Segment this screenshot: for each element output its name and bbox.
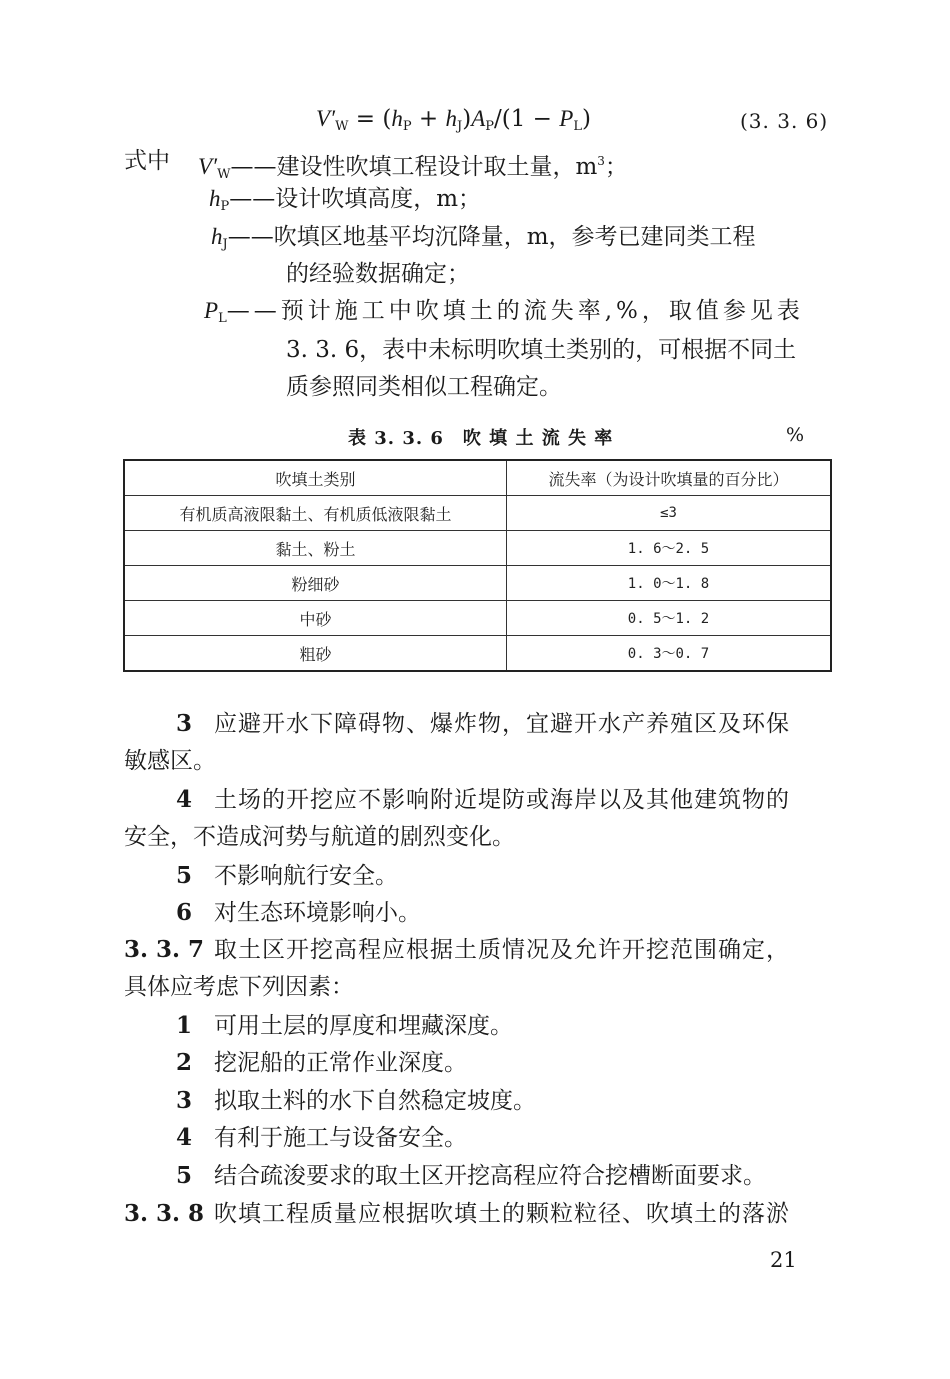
table-header-cell: 流失率（为设计吹填量的百分比）	[507, 460, 832, 496]
list-item	[176, 1082, 536, 1120]
table-caption: 表 3. 3. 6 吹 填 土 流 失 率	[348, 428, 614, 449]
item-text: 挖泥船的正常作业深度。	[214, 1050, 467, 1076]
definition-text: ——预计施工中吹填土的流失率,%，取值参见表	[226, 298, 804, 324]
table-header-cell: 吹填土类别	[124, 460, 507, 496]
list-item	[176, 1044, 467, 1082]
formula-part: P	[559, 106, 574, 131]
list-item	[176, 781, 790, 819]
formula-sub: L	[573, 119, 582, 134]
table-cell: 有机质高液限黏土、有机质低液限黏土	[124, 496, 507, 531]
list-item-cont: 安全，不造成河势与航道的剧烈变化。	[124, 824, 515, 850]
table-header-row	[124, 460, 831, 496]
item-number: 4	[176, 1124, 193, 1151]
table-cell: 1. 0～1. 8	[507, 566, 832, 601]
var-sub: J	[222, 237, 228, 252]
formula-part: /(1 −	[494, 106, 560, 132]
var-hp: h	[209, 186, 221, 211]
formula-part: )	[462, 106, 472, 132]
formula-sub: J	[457, 119, 463, 134]
clause-number: 3. 3. 7	[124, 936, 205, 963]
formula-part: )	[581, 106, 591, 132]
var-hj: h	[211, 224, 223, 249]
item-text: 应避开水下障碍物、爆炸物，宜避开水产养殖区及环保	[214, 711, 790, 737]
clause-text: 取土区开挖高程应根据土质情况及允许开挖范围确定，	[214, 937, 790, 963]
item-text: 结合疏浚要求的取土区开挖高程应符合挖槽断面要求。	[214, 1163, 766, 1189]
var-sub: P	[220, 199, 230, 214]
item-text: 有利于施工与设备安全。	[214, 1125, 467, 1151]
table-unit: %	[786, 424, 805, 446]
list-item-cont: 敏感区。	[124, 748, 216, 774]
list-item	[176, 857, 398, 895]
table-cell: 1. 6～2. 5	[507, 531, 832, 566]
formula-sub: P	[485, 119, 495, 134]
formula-lhs: V′	[316, 106, 336, 131]
definition-text: ；	[604, 154, 628, 180]
list-item	[176, 1157, 766, 1195]
var-pl: P	[204, 298, 219, 323]
table-cell: 0. 5～1. 2	[507, 601, 832, 636]
table-row	[124, 636, 831, 672]
list-item	[176, 1119, 467, 1157]
table-row	[124, 531, 831, 566]
definition-pl-cont-2: 质参照同类相似工程确定。	[286, 374, 562, 400]
formula-part: h	[391, 106, 403, 131]
var-vw: V′	[198, 154, 218, 179]
list-item	[176, 894, 421, 932]
item-text: 可用土层的厚度和埋藏深度。	[214, 1013, 513, 1039]
formula-part: A	[471, 106, 486, 131]
formula-part: = (	[348, 106, 392, 132]
definition-text: ——设计吹填高度，m；	[229, 186, 482, 212]
table-cell: 0. 3～0. 7	[507, 636, 832, 672]
item-number: 6	[176, 899, 193, 926]
list-item	[176, 705, 790, 743]
clause-text: 吹填工程质量应根据吹填土的颗粒粒径、吹填土的落淤	[214, 1201, 790, 1227]
unit-superscript: 3	[597, 154, 605, 168]
clause-number: 3. 3. 8	[124, 1200, 205, 1227]
table-cell: 中砂	[124, 601, 507, 636]
item-text: 不影响航行安全。	[214, 863, 398, 889]
table-cell: 黏土、粉土	[124, 531, 507, 566]
definition-text: ——吹填区地基平均沉降量，m，参考已建同类工程	[227, 224, 756, 250]
table-row	[124, 566, 831, 601]
table-row	[124, 601, 831, 636]
item-number: 2	[176, 1049, 193, 1076]
list-item	[176, 1007, 513, 1045]
formula	[316, 106, 591, 134]
formula-lhs-sub: W	[335, 119, 349, 134]
clause-3-3-8	[124, 1195, 790, 1233]
formula-part: h	[445, 106, 457, 131]
item-number: 5	[176, 1162, 193, 1189]
item-number: 1	[176, 1012, 193, 1039]
table-cell: 粉细砂	[124, 566, 507, 601]
var-sub: L	[218, 311, 227, 326]
definitions-lead: 式中	[124, 148, 170, 174]
clause-3-3-7-cont: 具体应考虑下列因素：	[124, 974, 354, 1000]
clause-3-3-7	[124, 931, 790, 969]
page-number: 21	[770, 1248, 797, 1272]
table-cell: ≤3	[507, 496, 832, 531]
item-text: 土场的开挖应不影响附近堤防或海岸以及其他建筑物的	[214, 787, 790, 813]
loss-rate-table	[123, 459, 832, 672]
var-sub: W	[217, 167, 231, 182]
item-number: 4	[176, 786, 193, 813]
formula-sub: P	[402, 119, 412, 134]
equation-number: (3. 3. 6)	[740, 109, 829, 133]
item-number: 5	[176, 862, 193, 889]
item-number: 3	[176, 1087, 193, 1114]
definition-hj-cont: 的经验数据确定；	[286, 261, 470, 287]
definition-text: ——建设性吹填工程设计取土量，m	[230, 154, 598, 180]
item-text: 拟取土料的水下自然稳定坡度。	[214, 1088, 536, 1114]
formula-part: +	[411, 106, 446, 132]
item-number: 3	[176, 710, 193, 737]
definition-pl-cont-1: 3. 3. 6，表中未标明吹填土类别的，可根据不同土	[286, 337, 797, 363]
item-text: 对生态环境影响小。	[214, 900, 421, 926]
table-cell: 粗砂	[124, 636, 507, 672]
table-row	[124, 496, 831, 531]
